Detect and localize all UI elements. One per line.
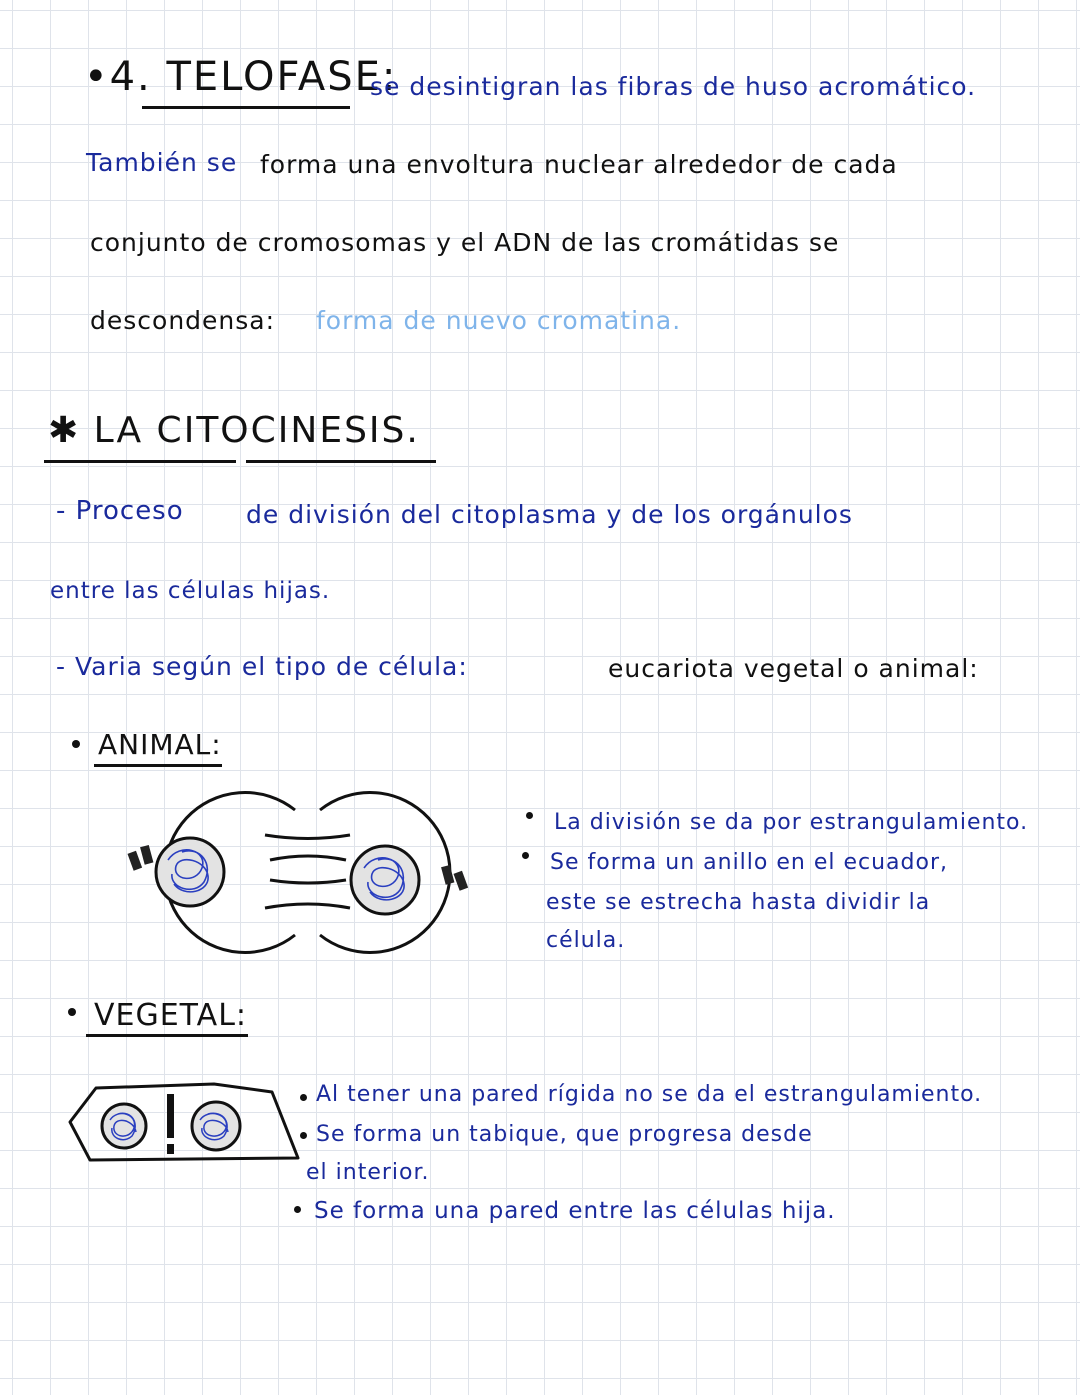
animal-bullet	[72, 740, 80, 748]
plant-cell-division-diagram	[66, 1080, 306, 1164]
vegetal-note-bullet-3	[294, 1206, 301, 1213]
animal-heading: ANIMAL:	[98, 728, 222, 761]
telofase-line-4-highlight: forma de nuevo cromatina.	[316, 306, 682, 335]
citocinesis-point-1-start: - Proceso	[56, 496, 184, 526]
telofase-title-underline	[142, 106, 350, 109]
vegetal-heading: VEGETAL:	[94, 998, 248, 1033]
animal-note-3: este se estrecha hasta dividir la	[546, 890, 931, 915]
animal-heading-underline	[94, 764, 222, 767]
telofase-line-1: se desintigran las fibras de huso acromático.	[370, 72, 977, 101]
telofase-line-2-rest: forma una envoltura nuclear alrededor de cada	[260, 150, 898, 179]
animal-note-2: Se forma un anillo en el ecuador,	[550, 850, 948, 875]
vegetal-note-bullet-1	[300, 1094, 307, 1101]
animal-note-bullet-2	[522, 852, 529, 859]
vegetal-note-1: Al tener una pared rígida no se da el estrangulamiento.	[316, 1082, 983, 1107]
telofase-title: •4. TELOFASE:	[84, 54, 398, 100]
animal-cell-division-diagram	[110, 780, 490, 970]
animal-note-bullet-1	[526, 812, 533, 819]
citocinesis-point-1-rest: de división del citoplasma y de los orgánulos	[246, 500, 853, 529]
citocinesis-underline-1	[44, 460, 236, 463]
citocinesis-underline-2	[246, 460, 436, 463]
vegetal-note-bullet-2	[300, 1132, 307, 1139]
vegetal-note-4: Se forma una pared entre las células hija.	[314, 1198, 836, 1224]
animal-note-4: célula.	[546, 928, 626, 953]
citocinesis-point-1-cont: entre las células hijas.	[50, 578, 331, 604]
vegetal-bullet	[68, 1008, 76, 1016]
animal-note-1: La división se da por estrangulamiento.	[554, 810, 1029, 835]
telofase-line-2-start: También se	[86, 148, 238, 177]
vegetal-note-2: Se forma un tabique, que progresa desde	[316, 1122, 813, 1147]
telofase-line-3: conjunto de cromosomas y el ADN de las cromátidas se	[90, 228, 840, 257]
telofase-line-4: descondensa:	[90, 306, 276, 335]
citocinesis-title: ✱ LA CITOCINESIS.	[48, 410, 420, 451]
citocinesis-point-2-rest: eucariota vegetal o animal:	[608, 654, 979, 683]
vegetal-note-3: el interior.	[306, 1160, 430, 1185]
citocinesis-point-2-start: - Varia según el tipo de célula:	[56, 652, 468, 681]
vegetal-heading-underline	[86, 1034, 248, 1037]
